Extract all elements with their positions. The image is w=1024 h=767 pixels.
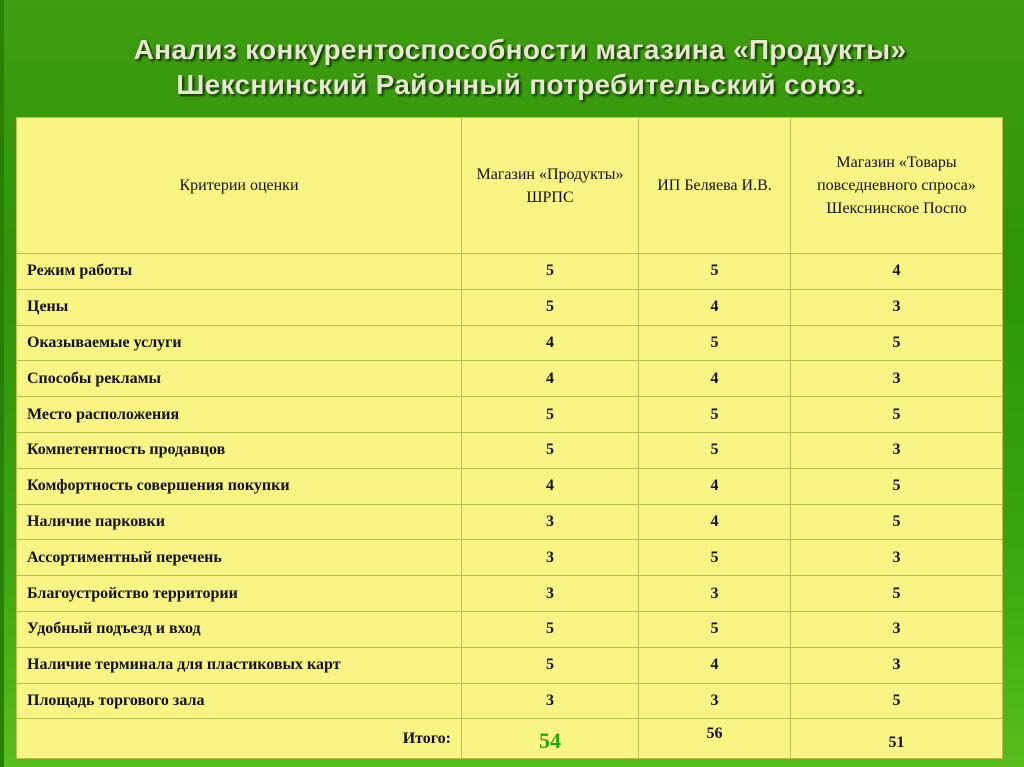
table-row (17, 576, 1003, 612)
header-store-tovary: Магазин «Товары повседневного спроса» Шекснинское Поспо (791, 118, 1003, 254)
score-ip-belyaeva: 5 (639, 325, 791, 361)
table-row (17, 361, 1003, 397)
criterion: Компетентность продавцов (17, 432, 462, 468)
table-row (17, 504, 1003, 540)
header-store-produkty: Магазин «Продукты» ШРПС (462, 118, 639, 254)
criterion: Способы рекламы (17, 361, 462, 397)
slide-title (0, 32, 1024, 102)
table-row (17, 289, 1003, 325)
score-store-produkty: 5 (462, 397, 639, 433)
criterion: Удобный подъезд и вход (17, 611, 462, 647)
criterion: Наличие парковки (17, 504, 462, 540)
total-store-tovary: 51 (791, 719, 1003, 759)
score-ip-belyaeva: 4 (639, 361, 791, 397)
criterion: Режим работы (17, 254, 462, 290)
total-store-produkty: 54 (462, 719, 639, 759)
score-ip-belyaeva: 5 (639, 540, 791, 576)
score-store-produkty: 4 (462, 325, 639, 361)
table-row (17, 325, 1003, 361)
score-store-tovary: 3 (791, 647, 1003, 683)
score-store-tovary: 5 (791, 683, 1003, 719)
score-store-tovary: 3 (791, 361, 1003, 397)
total-label: Итого: (17, 719, 462, 759)
title-line-1: Анализ конкурентоспособности магазина «Продукты» (133, 34, 907, 65)
score-store-produkty: 4 (462, 468, 639, 504)
score-store-tovary: 3 (791, 289, 1003, 325)
score-store-produkty: 5 (462, 432, 639, 468)
score-store-tovary: 5 (791, 325, 1003, 361)
criterion: Цены (17, 289, 462, 325)
score-ip-belyaeva: 4 (639, 504, 791, 540)
header-criteria: Критерии оценки (17, 118, 462, 254)
score-ip-belyaeva: 4 (639, 468, 791, 504)
score-ip-belyaeva: 4 (639, 647, 791, 683)
criterion: Площадь торгового зала (17, 683, 462, 719)
criterion: Наличие терминала для пластиковых карт (17, 647, 462, 683)
total-row (17, 719, 1003, 759)
header-ip-belyaeva: ИП Беляева И.В. (639, 118, 791, 254)
table-row (17, 432, 1003, 468)
score-ip-belyaeva: 5 (639, 397, 791, 433)
table-row (17, 254, 1003, 290)
table-header-row (17, 118, 1003, 254)
score-store-produkty: 4 (462, 361, 639, 397)
score-ip-belyaeva: 5 (639, 254, 791, 290)
score-store-tovary: 3 (791, 611, 1003, 647)
table-row (17, 647, 1003, 683)
score-store-produkty: 3 (462, 540, 639, 576)
table-row (17, 397, 1003, 433)
score-store-tovary: 5 (791, 397, 1003, 433)
score-store-produkty: 3 (462, 683, 639, 719)
table-row (17, 683, 1003, 719)
criterion: Место расположения (17, 397, 462, 433)
competitiveness-table (16, 117, 1003, 759)
total-ip-belyaeva: 56 (639, 719, 791, 759)
score-ip-belyaeva: 4 (639, 289, 791, 325)
score-store-tovary: 5 (791, 504, 1003, 540)
criterion: Ассортиментный перечень (17, 540, 462, 576)
score-store-tovary: 3 (791, 432, 1003, 468)
criterion: Благоустройство территории (17, 576, 462, 612)
score-store-tovary: 3 (791, 540, 1003, 576)
score-ip-belyaeva: 3 (639, 576, 791, 612)
table-row (17, 468, 1003, 504)
score-store-produkty: 5 (462, 611, 639, 647)
score-store-produkty: 3 (462, 504, 639, 540)
score-store-tovary: 5 (791, 468, 1003, 504)
score-store-produkty: 3 (462, 576, 639, 612)
score-store-produkty: 5 (462, 289, 639, 325)
score-ip-belyaeva: 5 (639, 611, 791, 647)
score-store-produkty: 5 (462, 647, 639, 683)
score-ip-belyaeva: 5 (639, 432, 791, 468)
score-ip-belyaeva: 3 (639, 683, 791, 719)
criterion: Комфортность совершения покупки (17, 468, 462, 504)
table-row (17, 611, 1003, 647)
table-row (17, 540, 1003, 576)
score-store-tovary: 4 (791, 254, 1003, 290)
title-line-2: Шекснинский Районный потребительский союз. (176, 69, 864, 100)
criterion: Оказываемые услуги (17, 325, 462, 361)
score-store-tovary: 5 (791, 576, 1003, 612)
score-store-produkty: 5 (462, 254, 639, 290)
